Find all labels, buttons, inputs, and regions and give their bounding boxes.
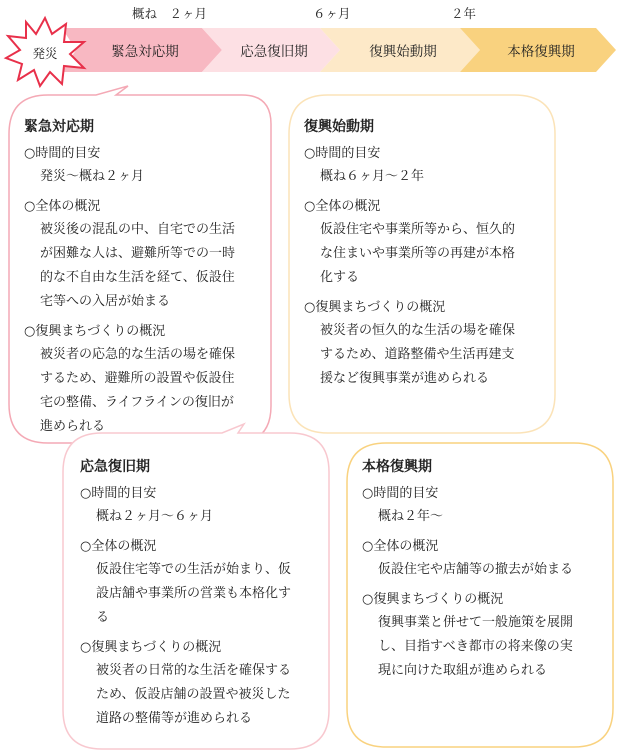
- card-full-town-line: 復興事業と併せて一般施策を展開: [378, 615, 574, 630]
- card-full-time-head: ○時間的目安: [362, 486, 439, 501]
- card-full-town-line: し、目指すべき都市の将来像の実: [378, 639, 573, 654]
- card-emergency-time-line: 発災～概ね２ヶ月: [40, 169, 145, 184]
- card-start-overview-line: な住まいや事業所等の再建が本格: [320, 246, 516, 261]
- card-emergency-town-line: 被災者の応急的な生活の場を確保: [40, 347, 236, 362]
- card-emergency-town-head: ○復興まちづくりの概況: [24, 324, 166, 339]
- card-full-town-head: ○復興まちづくりの概況: [362, 592, 504, 607]
- card-recovery-time-line: 概ね２ヶ月～６ヶ月: [96, 509, 214, 524]
- card-emergency-overview-line: 被災後の混乱の中、自宅での生活: [40, 222, 236, 237]
- timeline-marker-6months: ６ヶ月: [313, 6, 351, 21]
- card-start-overview-head: ○全体の概況: [304, 199, 381, 214]
- card-start-town-line: 被災者の恒久的な生活の場を確保: [320, 323, 516, 338]
- timeline-marker-2years: ２年: [451, 6, 477, 21]
- card-emergency-town-line: 進められる: [40, 419, 106, 434]
- card-recovery: [62, 432, 330, 750]
- card-start-town-line: 援など復興事業が進められる: [320, 371, 490, 386]
- card-recovery-overview-head: ○全体の概況: [80, 539, 157, 554]
- card-emergency-overview-head: ○全体の概況: [24, 199, 101, 214]
- card-recovery-town-head: ○復興まちづくりの概況: [80, 640, 222, 655]
- card-recovery-overview-line: る: [96, 610, 110, 625]
- card-emergency-overview-line: 的な不自由な生活を経て、仮設住: [40, 270, 235, 285]
- card-emergency-overview-line: が困難な人は、避難所等での一時: [40, 246, 236, 261]
- card-recovery-title: 応急復旧期: [80, 459, 150, 475]
- card-start-time-line: 概ね６ヶ月～２年: [320, 169, 425, 184]
- card-full: [346, 442, 614, 748]
- card-start: [288, 94, 556, 434]
- card-recovery-overview-line: 設店舗や事業所の営業も本格化す: [96, 586, 292, 601]
- card-full-title: 本格復興期: [362, 459, 432, 475]
- card-emergency-title: 緊急対応期: [24, 119, 94, 135]
- phase-label-start: 復興始動期: [369, 44, 437, 60]
- phase-label-emergency: 緊急対応期: [111, 44, 179, 60]
- card-start-overview-line: 化する: [320, 270, 360, 285]
- card-full-overview-line: 仮設住宅や店舗等の撤去が始まる: [378, 562, 574, 577]
- card-start-time-head: ○時間的目安: [304, 146, 381, 161]
- timeline-marker-2months: 概ね ２ヶ月: [132, 6, 208, 21]
- card-emergency-overview-line: 宅等への入居が始まる: [40, 294, 171, 309]
- phase-arrow-start: [320, 28, 480, 72]
- card-emergency-time-head: ○時間的目安: [24, 146, 101, 161]
- card-start-town-line: するため、道路整備や生活再建支: [320, 347, 515, 362]
- phase-arrow-full: [460, 28, 616, 72]
- card-recovery-town-line: 被災者の日常的な生活を確保する: [96, 663, 292, 678]
- disaster-label: 発災: [32, 46, 58, 61]
- phase-label-full: 本格復興期: [507, 44, 575, 60]
- card-start-title: 復興始動期: [304, 119, 374, 135]
- card-full-overview-head: ○全体の概況: [362, 539, 439, 554]
- card-recovery-overview-line: 仮設住宅等での生活が始まり、仮: [96, 562, 292, 577]
- card-emergency-town-line: するため、避難所の設置や仮設住: [40, 371, 235, 386]
- phase-label-recovery: 応急復旧期: [240, 44, 308, 60]
- card-full-time-line: 概ね２年～: [378, 509, 444, 524]
- card-start-overview-line: 仮設住宅や事業所等から、恒久的: [320, 222, 516, 237]
- card-recovery-time-head: ○時間的目安: [80, 486, 157, 501]
- card-emergency: [8, 94, 272, 444]
- card-recovery-town-line: ため、仮設店舗の設置や被災した: [96, 687, 291, 702]
- card-emergency-town-line: 宅の整備、ライフラインの復旧が: [40, 395, 234, 410]
- card-start-town-head: ○復興まちづくりの概況: [304, 300, 446, 315]
- card-recovery-town-line: 道路の整備等が進められる: [96, 711, 253, 726]
- card-full-town-line: 現に向けた取組が進められる: [378, 663, 548, 678]
